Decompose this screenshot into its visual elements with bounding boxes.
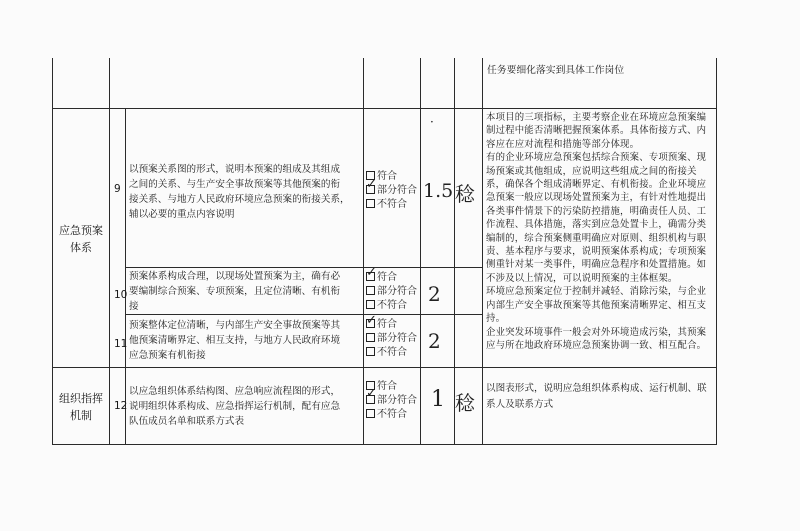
checkbox-icon[interactable] — [366, 199, 375, 208]
row-divider-top — [52, 108, 717, 109]
column-divider-category — [109, 58, 110, 445]
option-nonconform[interactable]: 不符合 — [366, 346, 417, 360]
option-partial[interactable]: 部分符合 — [366, 285, 417, 299]
table-border-right — [716, 58, 717, 445]
checkmark-icon: ✓ — [366, 313, 377, 328]
row-divider-9-10 — [125, 267, 483, 268]
option-nonconform[interactable]: 不符合 — [366, 198, 417, 212]
option-partial[interactable]: 部分符合 — [366, 184, 417, 198]
reviewer-initials: 稔 — [455, 391, 475, 415]
explanation-paragraph: 企业突发环境事件一般会对外环境造成污染，其预案应与所在地政府环境应急预案协调一致、相互配合。 — [486, 326, 707, 351]
top-row-note: 任务要细化落实到具体工作岗位 — [487, 65, 625, 76]
criterion-text: 预案整体定位清晰，与内部生产安全事故预案等其 他预案清晰界定、相互支持，与地方人民政府环境 应急预案有机衔接 — [129, 320, 341, 361]
pencil-mark: · — [430, 115, 434, 129]
column-divider-note — [482, 58, 483, 445]
criterion-text: 以预案关系图的形式，说明本预案的组成及其组成 之间的关系、与生产安全事故预案等其他预案的衔 接关系、与地方人民政府环境应急预案的衔接关系， 辅以必要的重点内容说明 — [129, 164, 350, 220]
row-number: 12 — [114, 400, 128, 412]
category-emergency-plan-system: 应急预案 体系 — [59, 224, 103, 254]
checkmark-icon: ✓ — [366, 265, 377, 280]
option-partial[interactable]: 部分符合 — [366, 332, 417, 346]
score-handwritten: 2 — [428, 329, 441, 353]
row-12-note: 以图表形式，说明应急组织体系构成、运行机制、联 系人及联系方式 — [486, 383, 707, 410]
option-conform[interactable]: 符合 — [366, 170, 417, 184]
criterion-text: 预案体系构成合理，以现场处置预案为主，确有必 要编制综合预案、专项预案，且定位清晰、有机衔 接 — [129, 271, 341, 312]
column-divider-number — [125, 108, 126, 445]
row-divider-11-12 — [52, 367, 717, 368]
option-partial[interactable]: 部分符合 — [366, 394, 417, 408]
checkbox-icon[interactable] — [366, 333, 375, 342]
system-explanation — [486, 111, 714, 352]
reviewer-initials: 稔 — [455, 182, 475, 206]
table-border-bottom — [52, 444, 717, 445]
checkmark-icon: ✓ — [366, 177, 377, 192]
explanation-paragraph: 环境应急预案定位于控制并减轻、消除污染，与企业内部生产安全事故预案等其他预案清晰界定、相互支持。 — [486, 286, 707, 325]
column-divider-options — [363, 58, 364, 445]
option-nonconform[interactable]: 不符合 — [366, 408, 417, 422]
checkbox-icon[interactable] — [366, 286, 375, 295]
option-conform[interactable]: 符合 — [366, 318, 417, 332]
explanation-paragraph: 有的企业环境应急预案包括综合预案、专项预案、现场预案或其他组成，应说明这些组成之间的衔接关系，确保各个组成清晰界定、有机衔接。企业环境应急预案一般应以现场处置预案为主，有针对性地提出各类事件情景下的污染防控措施，明确责任人员、工作流程、具体措施，落实到应急处置卡上，确需分类编制的，综合预案侧重明确应对原则、组织机构与职责、基本程序与要求，说明预案体系构成；专项预案侧重针对某一类事件，明确应急程序和处置措施。如不涉及以上情况，可以说明预案的主体框架。 — [486, 152, 707, 284]
checkmark-icon: ✓ — [366, 386, 377, 401]
score-handwritten: 1.5 — [423, 180, 454, 202]
checkbox-icon[interactable] — [366, 300, 375, 309]
category-command-mechanism: 组织指挥 机制 — [59, 392, 103, 422]
row-number: 9 — [114, 183, 121, 195]
score-handwritten: 1 — [431, 387, 445, 412]
checkbox-icon[interactable] — [366, 347, 375, 356]
row-number: 10 — [114, 289, 128, 301]
column-divider-score — [420, 58, 421, 445]
option-nonconform[interactable]: 不符合 — [366, 299, 417, 313]
criterion-text: 以应急组织体系结构图、应急响应流程图的形式， 说明组织体系构成、应急指挥运行机制，配有应急 队伍成员名单和联系方式表 — [129, 386, 341, 427]
explanation-paragraph: 本项目的三项指标，主要考察企业在环境应急预案编制过程中能否清晰把握预案体系。具体衔接方式、内容应在应对流程和措施等部分体现。 — [486, 112, 707, 150]
option-conform[interactable]: 符合 — [366, 271, 417, 285]
option-conform[interactable]: 符合 — [366, 380, 417, 394]
checkbox-icon[interactable] — [366, 409, 375, 418]
row-number: 11 — [114, 338, 128, 350]
row-divider-10-11 — [125, 314, 483, 315]
score-handwritten: 2 — [428, 282, 441, 306]
